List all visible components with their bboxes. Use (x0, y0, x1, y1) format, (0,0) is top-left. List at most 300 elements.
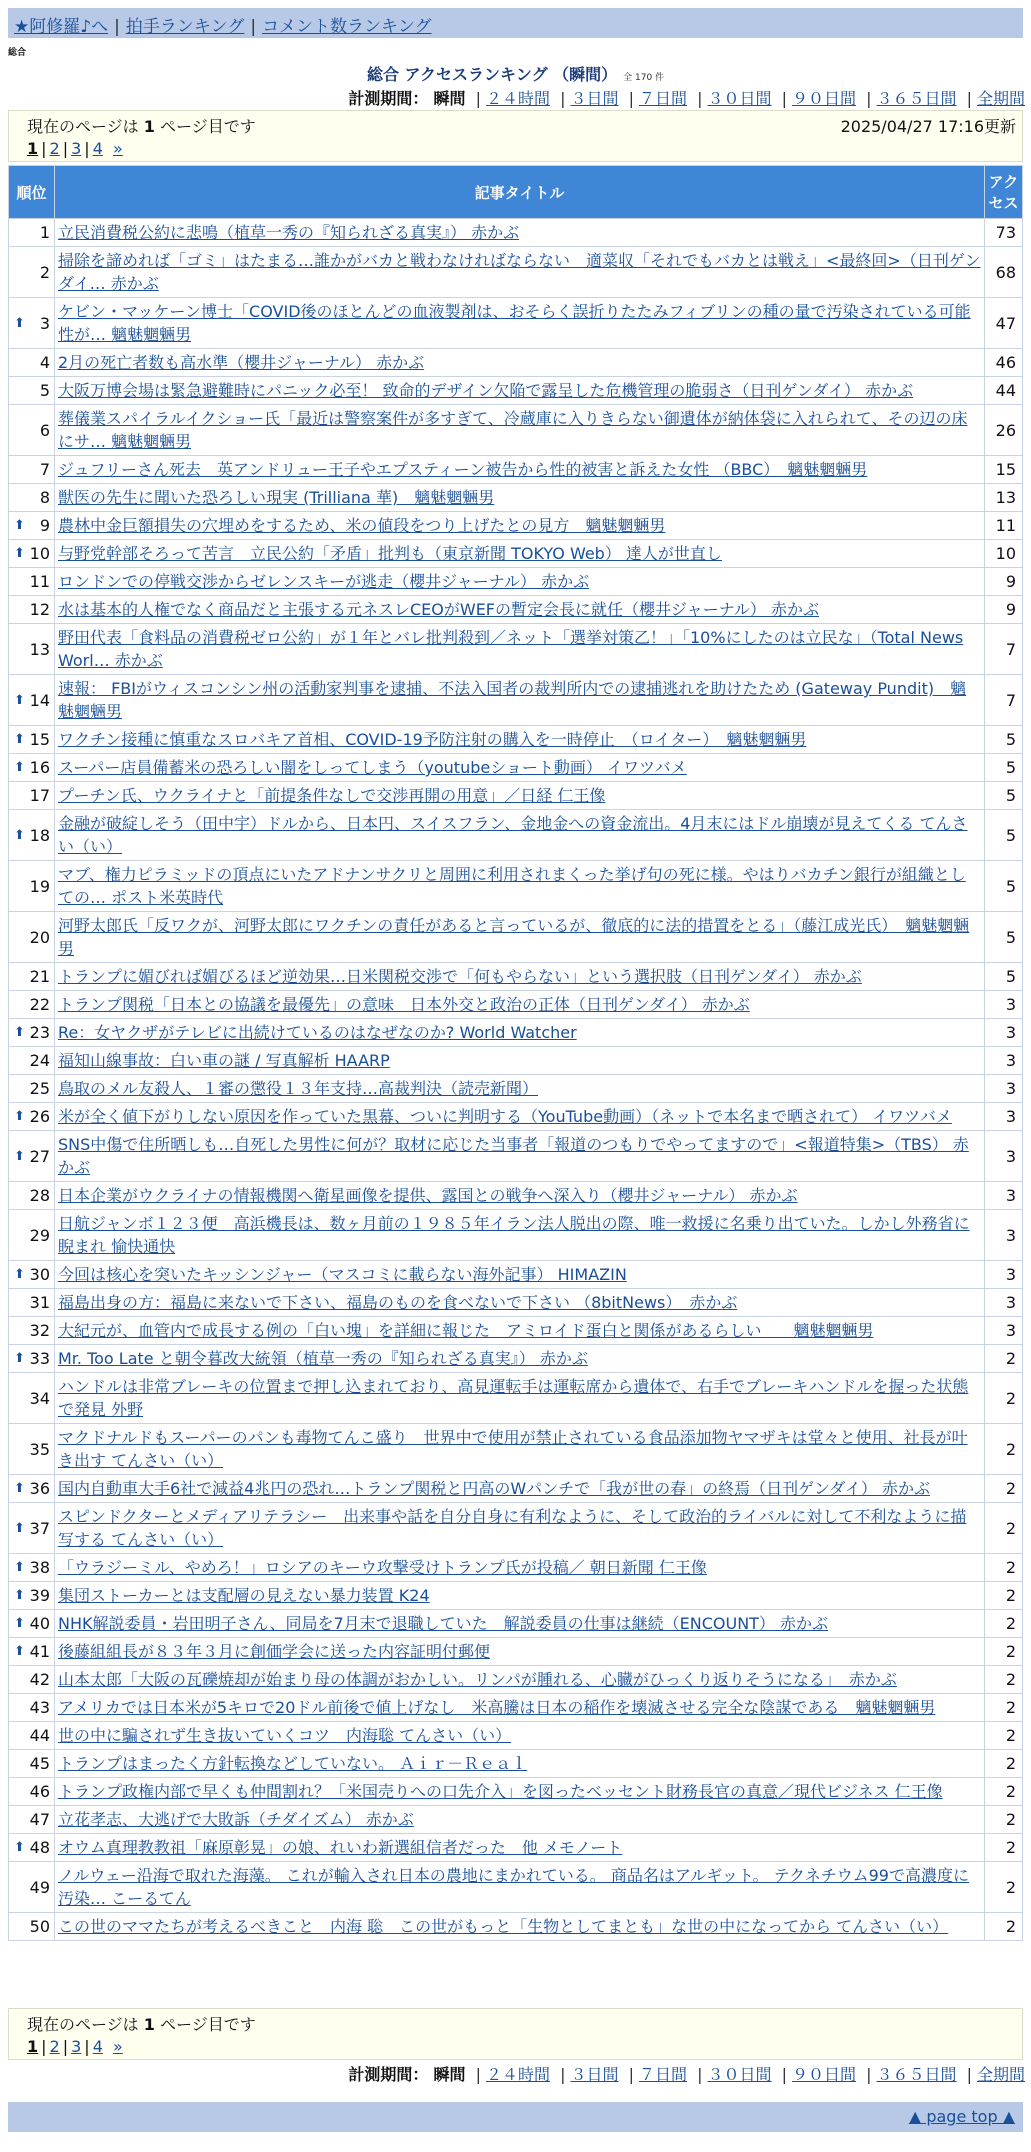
access-count: 5 (985, 810, 1023, 861)
rank-cell (9, 1019, 55, 1047)
rank-cell (9, 1261, 55, 1289)
period-selector-bottom: 計測期間： 瞬間 | ２４時間 | ３日間 | ７日間 | ３０日間 | ９０日間 | ３６５日間 | 全期間 (348, 2065, 1025, 2084)
period-link-90d[interactable]: ９０日間 (791, 89, 856, 108)
rank-cell (9, 219, 55, 247)
period-selector-top: 計測期間： 瞬間 | ２４時間 | ３日間 | ７日間 | ３０日間 | ９０日間 | ３６５日間 | 全期間 (348, 89, 1025, 108)
title-cell (55, 1834, 985, 1862)
pager-bottom (8, 2008, 1023, 2060)
access-count: 2 (985, 1694, 1023, 1722)
table-row (9, 405, 1023, 456)
article-link[interactable]: 獣医の先生に聞いた恐ろしい現実 (Trilliana 華) 魑魅魍魎男 (58, 488, 495, 507)
period-link-90d[interactable]: ９０日間 (791, 2065, 856, 2084)
article-link[interactable]: 2月の死亡者数も高水準（櫻井ジャーナル） 赤かぶ (58, 353, 425, 372)
separator: | (114, 17, 120, 37)
up-arrow-icon: ⬆ (14, 760, 25, 775)
rank-cell (9, 754, 55, 782)
article-link[interactable]: 河野太郎氏「反ワクが、河野太郎にワクチンの責任があると言っているが、徹底的に法的措置をとる」（藤江成光氏） 魑魅魍魎男 (58, 916, 970, 958)
rank-cell (9, 377, 55, 405)
title-cell (55, 596, 985, 624)
access-count: 2 (985, 1722, 1023, 1750)
title-cell (55, 1778, 985, 1806)
up-arrow-icon: ⬆ (14, 1644, 25, 1659)
rank-number: 42 (29, 1670, 50, 1689)
up-arrow-icon: ⬆ (14, 546, 25, 561)
access-count: 44 (985, 377, 1023, 405)
col-title-header: 記事タイトル (55, 166, 985, 219)
rank-cell (9, 675, 55, 726)
access-count: 9 (985, 568, 1023, 596)
rank-number: 48 (29, 1838, 50, 1857)
article-link[interactable]: ロンドンでの停戦交渉からゼレンスキーが逃走（櫻井ジャーナル） 赤かぶ (58, 572, 590, 591)
article-link[interactable]: 大阪万博会場は緊急避難時にパニック必至！ 致命的デザイン欠陥で露呈した危機管理の脆弱さ（日刊ゲンダイ） 赤かぶ (58, 381, 914, 400)
up-arrow-icon: ⬆ (14, 315, 25, 331)
updated-time: 2025/04/27 17:16更新 (840, 117, 1016, 136)
access-count: 2 (985, 1666, 1023, 1694)
rank-number: 23 (29, 1023, 50, 1042)
table-row (9, 1261, 1023, 1289)
article-link[interactable]: 農林中金巨額損失の穴埋めをするため、米の値段をつり上げたとの見方 魑魅魍魎男 (58, 516, 666, 535)
top-nav (8, 8, 1023, 38)
rank-number: 14 (29, 690, 50, 710)
access-count: 10 (985, 540, 1023, 568)
rank-cell (9, 1317, 55, 1345)
access-count: 2 (985, 1610, 1023, 1638)
article-link[interactable]: プーチン氏、ウクライナと「前提条件なしで交渉再開の用意」／日経 仁王像 (58, 786, 606, 805)
article-link[interactable]: SNS中傷で住所晒しも…自死した男性に何が？取材に応じた当事者「報道のつもりでやってますので」<報道特集>（TBS） 赤かぶ (58, 1135, 969, 1177)
article-link[interactable]: トランプはまったく方針転換などしていない。 Ａｉｒ－Ｒｅａｌ (58, 1754, 528, 1773)
table-row (9, 219, 1023, 247)
table-row (9, 298, 1023, 349)
rank-cell (9, 1582, 55, 1610)
article-link[interactable]: 福知山線事故：白い車の謎 / 写真解析 HAARP (58, 1051, 390, 1070)
article-link[interactable]: スピンドクターとメディアリテラシー 出来事や話を自分自身に有利なように、そして政治的ライバルに対して不利なように描写する てんさい（い） (58, 1507, 967, 1549)
rank-number: 35 (29, 1439, 50, 1459)
rank-number: 46 (29, 1782, 50, 1801)
rank-number: 9 (39, 516, 50, 535)
rank-number: 3 (39, 313, 50, 333)
rank-number: 30 (29, 1265, 50, 1284)
table-row (9, 1666, 1023, 1694)
table-row (9, 1806, 1023, 1834)
title-cell (55, 1582, 985, 1610)
page-link-2[interactable]: 2 (49, 2037, 60, 2056)
article-link[interactable]: マブ、権力ピラミッドの頂点にいたアドナンサクリと周囲に利用されまくった挙げ句の死に様。やはりバカチン銀行が組織としての… ポスト米英時代 (58, 865, 966, 907)
period-link-all[interactable]: 全期間 (976, 2065, 1025, 2084)
rank-cell (9, 1806, 55, 1834)
rank-cell (9, 1913, 55, 1941)
article-link[interactable]: ケビン・マッケーン博士「COVID後のほとんどの血液製剤は、おそらく誤折りたたみフィブリンの種の量で汚染されている可能性が… 魑魅魍魎男 (58, 302, 971, 344)
article-link[interactable]: 国内自動車大手6社で減益4兆円の恐れ…トランプ関税と円高のWパンチで「我が世の春」の終焉（日刊ゲンダイ） 赤かぶ (58, 1479, 930, 1498)
article-link[interactable]: この世のママたちが考えるべきこと 内海 聡 この世がもっと「生物としてまとも」な世の中になってから てんさい（い） (58, 1917, 949, 1936)
rank-number: 16 (29, 758, 50, 777)
table-row (9, 1317, 1023, 1345)
period-link-365d[interactable]: ３６５日間 (876, 89, 957, 108)
article-link[interactable]: ハンドルは非常ブレーキの位置まで押し込まれており、高見運転手は運転席から遺体で、右手でブレーキハンドルを握った状態で発見 外野 (58, 1377, 969, 1419)
access-count: 47 (985, 298, 1023, 349)
title-cell (55, 1317, 985, 1345)
article-link[interactable]: スーパー店員備蓄米の恐ろしい闇をしってしまう（youtubeショート動画） イワツバメ (58, 758, 687, 777)
rank-cell (9, 1750, 55, 1778)
article-link[interactable]: 日航ジャンボ１２３便 高浜機長は、数ヶ月前の１９８５年イラン法人脱出の際、唯一救援に名乗り出ていた。しかし外務省に睨まれ 愉快通快 (58, 1214, 970, 1256)
page-link-4[interactable]: 4 (92, 139, 103, 158)
title-cell (55, 991, 985, 1019)
rank-cell (9, 810, 55, 861)
page-current: 1 (27, 2037, 39, 2056)
rank-number: 38 (29, 1558, 50, 1577)
rank-number: 44 (29, 1726, 50, 1745)
article-link[interactable]: トランプ政権内部で早くも仲間割れ？「米国売りへの口先介入」を図ったベッセント財務長官の真意／現代ビジネス 仁王像 (58, 1782, 943, 1801)
rank-number: 40 (29, 1614, 50, 1633)
rank-cell (9, 1694, 55, 1722)
access-count: 3 (985, 1210, 1023, 1261)
article-link[interactable]: 世の中に騙されず生き抜いていくコツ 内海聡 てんさい（い） (58, 1726, 512, 1745)
table-row (9, 726, 1023, 754)
period-label: 計測期間： (348, 89, 429, 108)
up-arrow-icon: ⬆ (14, 1588, 25, 1603)
rank-cell (9, 1345, 55, 1373)
access-count: 2 (985, 1373, 1023, 1424)
access-count: 2 (985, 1554, 1023, 1582)
table-row (9, 456, 1023, 484)
table-row (9, 1503, 1023, 1554)
rank-number: 33 (29, 1349, 50, 1368)
access-count: 2 (985, 1862, 1023, 1913)
article-link[interactable]: 日本企業がウクライナの情報機関へ衛星画像を提供、露国との戦争へ深入り（櫻井ジャーナル） 赤かぶ (58, 1186, 798, 1205)
rank-number: 10 (29, 544, 50, 563)
article-link[interactable]: 掃除を諦めれば「ゴミ」はたまる…誰かがバカと戦わなければならない 適菜収「それでもバカとは戦え」<最終回>（日刊ゲンダイ… 赤かぶ (58, 251, 981, 293)
title-cell (55, 456, 985, 484)
title-cell (55, 1610, 985, 1638)
table-row (9, 1210, 1023, 1261)
col-rank-header: 順位 (9, 166, 55, 219)
rank-number: 13 (29, 639, 50, 659)
title-cell (55, 1261, 985, 1289)
article-link[interactable]: Re：女ヤクザがテレビに出続けているのはなぜなのか? World Watcher (58, 1023, 577, 1042)
title-cell (55, 1103, 985, 1131)
article-link[interactable]: 山本太郎「大阪の瓦礫焼却が始まり母の体調がおかしい。リンパが腫れる、心臓がひっくり返りそうになる」 赤かぶ (58, 1670, 897, 1689)
rank-number: 20 (29, 927, 50, 947)
title-cell (55, 298, 985, 349)
access-count: 68 (985, 247, 1023, 298)
period-link-365d[interactable]: ３６５日間 (876, 2065, 957, 2084)
rank-number: 31 (29, 1293, 50, 1312)
rank-cell (9, 1210, 55, 1261)
rank-number: 11 (29, 572, 50, 591)
table-row (9, 782, 1023, 810)
home-link[interactable]: ★阿修羅♪へ (14, 17, 109, 37)
page-link-3[interactable]: 3 (71, 139, 82, 158)
up-arrow-icon: ⬆ (14, 1109, 25, 1124)
rank-cell (9, 596, 55, 624)
rank-number: 34 (29, 1388, 50, 1408)
footer-bar (8, 2102, 1023, 2132)
period-link-24h[interactable]: ２４時間 (485, 89, 550, 108)
period-link-30d[interactable]: ３０日間 (707, 2065, 772, 2084)
page-info: 現在のページは 1 ページ目です (27, 117, 256, 136)
rank-number: 29 (29, 1225, 50, 1245)
title-cell (55, 726, 985, 754)
article-link[interactable]: アメリカでは日本米が5キロで20ドル前後で値上げなし 米高騰は日本の稲作を壊滅させる完全な陰謀である 魑魅魍魎男 (58, 1698, 936, 1717)
title-cell (55, 484, 985, 512)
up-arrow-icon: ⬆ (14, 827, 25, 843)
rank-number: 2 (39, 262, 50, 282)
rank-cell (9, 861, 55, 912)
access-count: 7 (985, 624, 1023, 675)
rank-number: 24 (29, 1051, 50, 1070)
title-cell (55, 675, 985, 726)
rank-cell (9, 912, 55, 963)
article-link[interactable]: オウム真理教教祖「麻原彰晃」の娘、れいわ新選組信者だった 他 メモノート (58, 1838, 623, 1857)
pager-top (8, 110, 1023, 162)
title-cell (55, 377, 985, 405)
rank-number: 43 (29, 1698, 50, 1717)
rank-number: 17 (29, 786, 50, 805)
access-count: 5 (985, 861, 1023, 912)
article-link[interactable]: 「ウラジーミル、やめろ！」ロシアのキーウ攻撃受けトランプ氏が投稿／ 朝日新聞 仁王像 (58, 1558, 707, 1577)
up-arrow-icon: ⬆ (14, 1520, 25, 1536)
rank-cell (9, 1778, 55, 1806)
article-link[interactable]: ノルウェー沿海で取れた海藻。 これが輸入され日本の農地にまかれている。 商品名はアルギット。 テクネチウム99で高濃度に汚染… こーるてん (58, 1866, 969, 1908)
table-row (9, 1475, 1023, 1503)
access-count: 3 (985, 1131, 1023, 1182)
rank-number: 49 (29, 1877, 50, 1897)
rank-cell (9, 1862, 55, 1913)
title-cell (55, 1047, 985, 1075)
page-link-2[interactable]: 2 (49, 139, 60, 158)
rank-cell (9, 1610, 55, 1638)
article-link[interactable]: 金融が破綻しそう（田中宇）ドルから、日本円、スイスフラン、金地金への資金流出。4月末にはドル崩壊が見えてくる てんさい（い） (58, 814, 968, 856)
article-link[interactable]: ワクチン接種に慎重なスロバキア首相、COVID-19予防注射の購入を一時停止 （ロイター） 魑魅魍魎男 (58, 730, 807, 749)
up-arrow-icon: ⬆ (14, 1025, 25, 1040)
rank-number: 1 (39, 223, 50, 242)
page-title (0, 62, 1031, 85)
table-row (9, 512, 1023, 540)
table-row (9, 484, 1023, 512)
access-count: 3 (985, 1047, 1023, 1075)
article-link[interactable]: 鳥取のメル友殺人、１審の懲役１３年支持…高裁判決（読売新聞） (58, 1079, 539, 1098)
title-cell (55, 754, 985, 782)
period-link-7d[interactable]: ７日間 (638, 89, 687, 108)
table-row (9, 1778, 1023, 1806)
access-count: 2 (985, 1475, 1023, 1503)
access-count: 15 (985, 456, 1023, 484)
article-link[interactable]: 速報： FBIがウィスコンシン州の活動家判事を逮捕、不法入国者の裁判所内での逮捕逃れを助けたため (Gateway Pundit) 魑魅魍魎男 (58, 679, 967, 721)
access-count: 2 (985, 1778, 1023, 1806)
article-link[interactable]: 大紀元が、血管内で成長する例の「白い塊」を詳細に報じた アミロイド蛋白と関係があるらしい 魑魅魍魎男 (58, 1321, 874, 1340)
page-top-link[interactable]: ▲ page top ▲ (908, 2107, 1015, 2126)
title-cell (55, 1554, 985, 1582)
table-row (9, 247, 1023, 298)
access-count: 2 (985, 1750, 1023, 1778)
rank-number: 8 (39, 488, 50, 507)
article-link[interactable]: NHK解説委員・岩田明子さん、同局を7月末で退職していた 解説委員の仕事は継続（ENCOUNT） 赤かぶ (58, 1614, 829, 1633)
rank-cell (9, 484, 55, 512)
rank-cell (9, 1131, 55, 1182)
title-cell (55, 568, 985, 596)
table-row (9, 540, 1023, 568)
rank-number: 50 (29, 1917, 50, 1936)
article-link[interactable]: 葬儀業スパイラルイクショー氏「最近は警察案件が多すぎて、冷蔵庫に入りきらない御遺体が納体袋に入れられて、その辺の床にサ… 魑魅魍魎男 (58, 409, 968, 451)
rank-number: 27 (29, 1146, 50, 1166)
table-row (9, 1047, 1023, 1075)
rank-cell (9, 405, 55, 456)
rank-cell (9, 1075, 55, 1103)
rank-cell (9, 1503, 55, 1554)
title-cell (55, 1666, 985, 1694)
up-arrow-icon: ⬆ (14, 1616, 25, 1631)
rank-number: 18 (29, 825, 50, 845)
title-cell (55, 1694, 985, 1722)
access-count: 13 (985, 484, 1023, 512)
rank-number: 41 (29, 1642, 50, 1661)
access-count: 9 (985, 596, 1023, 624)
ranking-table (8, 165, 1023, 1941)
title-cell (55, 1722, 985, 1750)
separator: | (250, 17, 257, 37)
page-current: 1 (27, 139, 39, 158)
rank-number: 36 (29, 1479, 50, 1498)
period-current: 瞬間 (433, 89, 466, 108)
article-link[interactable]: 後藤組組長が８３年３月に創価学会に送った内容証明付郵便 (58, 1642, 491, 1661)
rank-cell (9, 456, 55, 484)
page-links: 1 | 2 | 3 | 4 » (27, 139, 123, 158)
period-link-3d[interactable]: ３日間 (570, 2065, 619, 2084)
period-link-all[interactable]: 全期間 (976, 89, 1025, 108)
comment-ranking-link[interactable]: コメント数ランキング (262, 17, 432, 37)
clap-ranking-link[interactable]: 拍手ランキング (125, 17, 245, 37)
article-link[interactable]: トランプに媚びれば媚びるほど逆効果…日米関税交渉で「何もやらない」という選択肢（日刊ゲンダイ） 赤かぶ (58, 967, 862, 986)
page-link-next[interactable]: » (113, 139, 123, 158)
table-row (9, 912, 1023, 963)
access-count: 2 (985, 1638, 1023, 1666)
rank-cell (9, 1666, 55, 1694)
rank-cell (9, 1047, 55, 1075)
access-count: 2 (985, 1503, 1023, 1554)
page-link-3[interactable]: 3 (71, 2037, 82, 2056)
access-count: 2 (985, 1582, 1023, 1610)
rank-cell (9, 624, 55, 675)
table-row (9, 675, 1023, 726)
rank-number: 7 (39, 460, 50, 479)
article-link[interactable]: 今回は核心を突いたキッシンジャー（マスコミに載らない海外記事） HIMAZIN (58, 1265, 627, 1284)
title-cell (55, 1806, 985, 1834)
total-count: 全 170 件 (623, 73, 665, 83)
title-cell (55, 1182, 985, 1210)
access-count: 3 (985, 1261, 1023, 1289)
access-count: 5 (985, 726, 1023, 754)
rank-cell (9, 1373, 55, 1424)
article-link[interactable]: 水は基本的人権でなく商品だと主張する元ネスレCEOがWEFの暫定会長に就任（櫻井ジャーナル） 赤かぶ (58, 600, 819, 619)
rank-number: 5 (39, 381, 50, 400)
article-link[interactable]: 福島出身の方：福島に来ないで下さい、福島のものを食べないで下さい （8bitNews） 赤かぶ (58, 1293, 738, 1312)
rank-number: 22 (29, 995, 50, 1014)
table-row (9, 1373, 1023, 1424)
rank-number: 4 (39, 353, 50, 372)
title-cell (55, 1913, 985, 1941)
rank-cell (9, 1424, 55, 1475)
rank-cell (9, 1638, 55, 1666)
page-link-4[interactable]: 4 (92, 2037, 103, 2056)
article-link[interactable]: 立民消費税公約に悲鳴（植草一秀の『知られざる真実』） 赤かぶ (58, 223, 520, 242)
period-link-30d[interactable]: ３０日間 (707, 89, 772, 108)
rank-cell (9, 1834, 55, 1862)
table-row (9, 1722, 1023, 1750)
rank-cell (9, 298, 55, 349)
title-cell (55, 1475, 985, 1503)
rank-cell (9, 1554, 55, 1582)
article-link[interactable]: Mr. Too Late と朝令暮改大統領（植草一秀の『知られざる真実』） 赤かぶ (58, 1349, 588, 1368)
access-count: 3 (985, 1103, 1023, 1131)
ranking-title: 総合 アクセスランキング （瞬間） (366, 65, 618, 84)
access-count: 2 (985, 1424, 1023, 1475)
table-row (9, 1019, 1023, 1047)
col-access-header: アクセス (985, 166, 1023, 219)
rank-cell (9, 247, 55, 298)
up-arrow-icon: ⬆ (14, 1840, 25, 1855)
up-arrow-icon: ⬆ (14, 1148, 25, 1164)
access-count: 7 (985, 675, 1023, 726)
title-cell (55, 1638, 985, 1666)
article-link[interactable]: 集団ストーカーとは支配層の見えない暴力装置 K24 (58, 1586, 430, 1605)
access-count: 3 (985, 991, 1023, 1019)
access-count: 3 (985, 1075, 1023, 1103)
title-cell (55, 349, 985, 377)
period-link-7d[interactable]: ７日間 (638, 2065, 687, 2084)
period-link-3d[interactable]: ３日間 (570, 89, 619, 108)
article-link[interactable]: ジュフリーさん死去 英アンドリュー王子やエプスティーン被告から性的被害と訴えた女性 （BBC） 魑魅魍魎男 (58, 460, 868, 479)
table-row (9, 1862, 1023, 1913)
table-row (9, 1638, 1023, 1666)
rank-number: 39 (29, 1586, 50, 1605)
table-row (9, 754, 1023, 782)
title-cell (55, 1210, 985, 1261)
rank-number: 28 (29, 1186, 50, 1205)
page-link-next[interactable]: » (113, 2037, 123, 2056)
article-link[interactable]: 立花孝志、大逃げで大敗訴（チダイズム） 赤かぶ (58, 1810, 414, 1829)
article-link[interactable]: 野田代表「食料品の消費税ゼロ公約」が１年とバレ批判殺到／ネット「選挙対策乙！」「10%にしたのは立民な」（Total News Worl… 赤かぶ (58, 628, 964, 670)
table-row (9, 1834, 1023, 1862)
access-count: 2 (985, 1913, 1023, 1941)
rank-number: 6 (39, 420, 50, 440)
rank-cell (9, 1475, 55, 1503)
rank-number: 15 (29, 730, 50, 749)
access-count: 5 (985, 912, 1023, 963)
table-row (9, 991, 1023, 1019)
rank-cell (9, 963, 55, 991)
rank-cell (9, 540, 55, 568)
rank-cell (9, 1289, 55, 1317)
rank-cell (9, 1722, 55, 1750)
article-link[interactable]: トランプ関税「日本との協議を最優先」の意味 日本外交と政治の正体（日刊ゲンダイ） 赤かぶ (58, 995, 750, 1014)
up-arrow-icon: ⬆ (14, 518, 25, 533)
rank-number: 32 (29, 1321, 50, 1340)
article-link[interactable]: 米が全く値下がりしない原因を作っていた黒幕、ついに判明する（YouTube動画）（ネットで本名まで晒されて） イワツバメ (58, 1107, 952, 1126)
title-cell (55, 1019, 985, 1047)
access-count: 2 (985, 1345, 1023, 1373)
title-cell (55, 1503, 985, 1554)
title-cell (55, 1075, 985, 1103)
rank-number: 25 (29, 1079, 50, 1098)
article-link[interactable]: マクドナルドもスーパーのパンも毒物てんこ盛り 世界中で使用が禁止されている食品添加物ヤマザキは堂々と使用、社長が叶き出す てんさい（い） (58, 1428, 968, 1470)
rank-cell (9, 349, 55, 377)
page-info: 現在のページは 1 ページ目です (27, 2015, 256, 2034)
period-link-24h[interactable]: ２４時間 (485, 2065, 550, 2084)
up-arrow-icon: ⬆ (14, 1267, 25, 1282)
article-link[interactable]: 与野党幹部そろって苦言 立民公約「矛盾」批判も（東京新聞 TOKYO Web） 達人が世直し (58, 544, 722, 563)
rank-cell (9, 1103, 55, 1131)
rank-number: 47 (29, 1810, 50, 1829)
table-row (9, 1582, 1023, 1610)
